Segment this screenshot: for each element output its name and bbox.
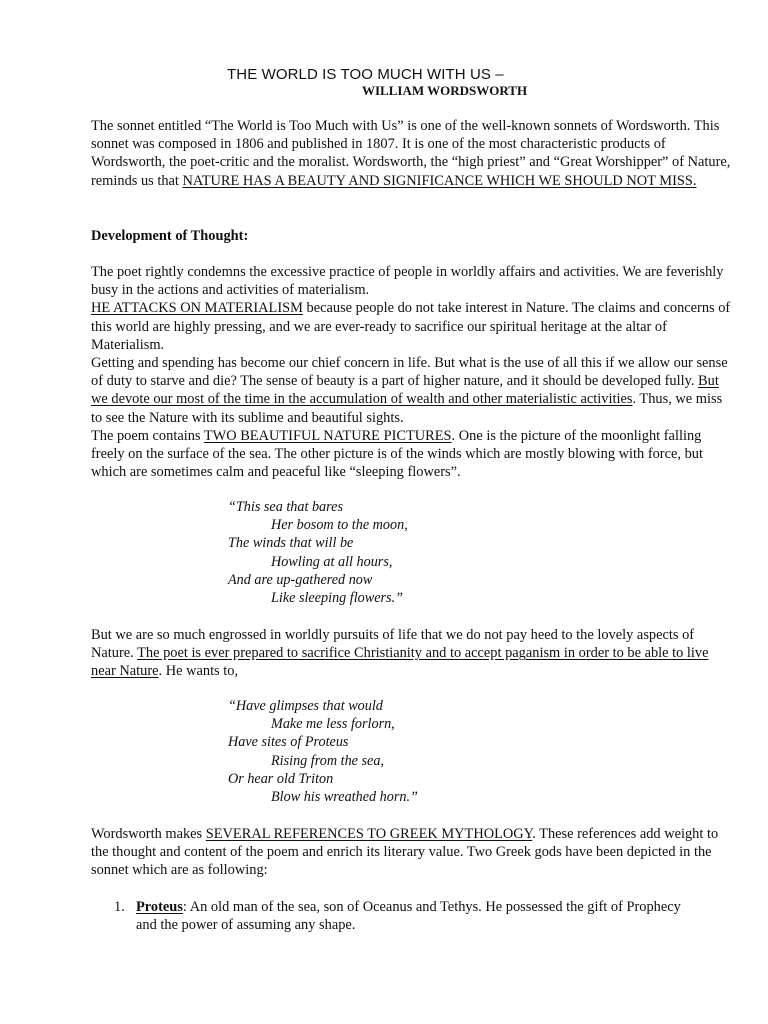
poem-line: “This sea that bares [228,499,343,515]
poem-line: Blow his wreathed horn.” [271,789,418,806]
development-text-3b: . Thus, we miss to see the Nature with its sublime and beautiful sights. [91,391,723,426]
development-underlined-text-4: TWO BEAUTIFUL NATURE PICTURES [203,427,452,444]
poem-line: “Have glimpses that would [228,698,383,714]
mythology-paragraph [91,825,731,880]
development-text-4a: The poem contains [91,427,204,444]
intro-text: The sonnet entitled “The World is Too Much with Us” is one of the well-known sonnets of Wordsworth. This sonnet was composed in 1806 and published in 1807. It is one of the most characteristic products of Wordsworth, the poet-critic and the moralist. Wordsworth, the “high priest” and “Great Worshipper” of Nature, reminds us that [91,118,731,189]
list-item-body [136,898,696,934]
poem-line: Howling at all hours, [271,553,393,570]
list-item-term: Proteus [136,899,183,915]
list-number: 1. [114,899,125,915]
author-name: WILLIAM WORDSWORTH [362,83,528,98]
development-text-3a: Getting and spending has become our chief concern in life. But what is the use of all this if we allow our sense of duty to starve and die? The sense of beauty is a part of higher nature, and it should be developed fully. [91,355,728,390]
engrossed-text-a: But we are so much engrossed in worldly pursuits of life that we do not pay heed to the lovely aspects of Nature. [91,627,695,662]
development-paragraph-1: The poet rightly condemns the excessive practice of people in worldly affairs and activities. We are feverishly busy in the actions and activities of materialism. [91,264,724,299]
poem-excerpt-1 [228,498,408,607]
section-heading: Development of Thought: [91,228,249,244]
poem-line: And are up-gathered now [228,571,373,588]
development-underlined-text-3: But we devote our most of the time in the accumulation of wealth and other materialistic activities [91,373,719,408]
poem-line: Or hear old Triton [228,770,334,787]
engrossed-underlined-text: The poet is ever prepared to sacrifice Christianity and to accept paganism in order to be able to live near Nature [91,645,709,680]
document-title: THE WORLD IS TOO MUCH WITH US – [227,66,504,83]
development-section [91,263,731,481]
engrossed-paragraph [91,626,731,681]
poem-excerpt-2 [228,697,418,806]
mythology-text-b: . These references add weight to the thought and content of the poem and enrich its literary value. Two Greek gods have been depicted in the sonnet which are as following: [91,826,719,879]
engrossed-text-b: . He wants to, [158,663,239,680]
poem-line: The winds that will be [228,535,354,552]
development-paragraph-4 [91,427,731,482]
poem-line: Have sites of Proteus [228,734,349,751]
development-paragraph-3 [91,354,731,427]
intro-underlined-text: NATURE HAS A BEAUTY AND SIGNIFICANCE WHICH WE SHOULD NOT MISS. [182,172,697,189]
mythology-underlined-text: SEVERAL REFERENCES TO GREEK MYTHOLOGY [205,826,533,842]
intro-paragraph [91,117,731,190]
development-text-4b: . One is the picture of the moonlight falling freely on the surface of the sea. The other picture is of the winds which are mostly blowing with force, but which are sometimes calm and peaceful like “sleeping flowers”. [91,427,703,481]
poem-line: Like sleeping flowers.” [271,590,404,607]
poem-line: Rising from the sea, [271,752,384,769]
mythology-text-a: Wordsworth makes [91,826,206,842]
list-item-text: : An old man of the sea, son of Oceanus and Tethys. He possessed the gift of Prophecy and the power of assuming any shape. [136,899,681,934]
development-text-2: because people do not take interest in Nature. The claims and concerns of this world are highly pressing, and we are ever-ready to sacrifice our spiritual heritage at the altar of Materialism. [91,300,731,353]
poem-line: Her bosom to the moon, [271,517,408,534]
poem-line: Make me less forlorn, [271,716,395,733]
development-underlined-text-2: HE ATTACKS ON MATERIALISM [91,300,303,317]
development-paragraph-2 [91,299,731,354]
